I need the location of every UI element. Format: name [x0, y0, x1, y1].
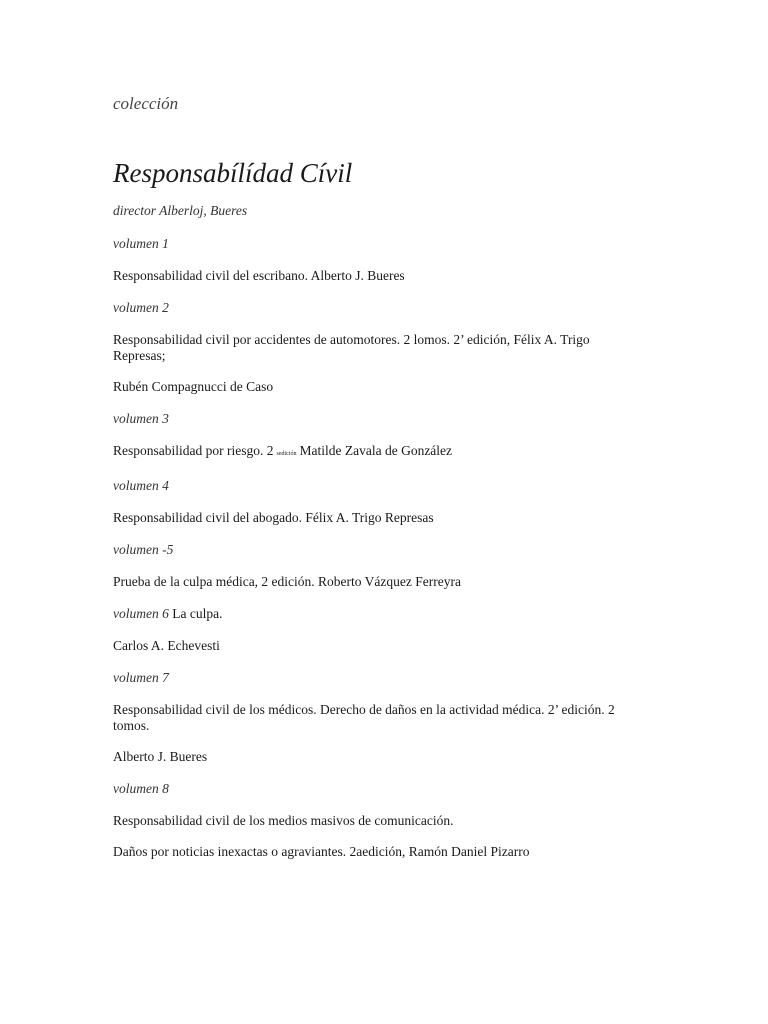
volume-3-tiny-note: sedición: [276, 451, 297, 457]
volume-label-6-line: [113, 605, 628, 623]
volume-3-entry-author: Matilde Zavala de González: [299, 443, 453, 458]
volume-label-4: volumen 4: [113, 478, 169, 493]
volume-5-entry: Prueba de la culpa médica, 2 edición. Roberto Vázquez Ferreyra: [113, 574, 461, 589]
volume-2-author: Rubén Compagnucci de Caso: [113, 379, 274, 394]
volume-label-7: volumen 7: [113, 670, 169, 685]
volume-6-author: Carlos A. Echevesti: [113, 638, 220, 653]
collection-label: colección: [113, 94, 179, 113]
volume-label-8: volumen 8: [113, 781, 169, 796]
series-title: Responsabílídad Cívil: [113, 158, 353, 188]
volume-label-2: volumen 2: [113, 300, 169, 315]
volume-7-author: Alberto J. Bueres: [113, 749, 208, 764]
volume-4-entry: Responsabilidad civil del abogado. Félix A. Trigo Represas: [113, 510, 434, 525]
volume-label-5: volumen -5: [113, 542, 174, 557]
volume-1-entry: Responsabilidad civil del escribano. Alberto J. Bueres: [113, 268, 405, 283]
volume-label-6: volumen 6: [113, 606, 169, 621]
volume-7-entry: Responsabilidad civil de los médicos. Derecho de daños en la actividad médica. 2’ edición. 2 tomos.: [113, 702, 615, 733]
volume-3-entry: [113, 443, 628, 462]
director-line: director Alberloj, Bueres: [113, 203, 248, 218]
volume-label-1: volumen 1: [113, 236, 169, 251]
volume-3-entry-title: Responsabilidad por riesgo. 2: [113, 443, 274, 458]
volume-8-entry: Responsabilidad civil de los medios masivos de comunicación.: [113, 813, 454, 828]
volume-6-title: La culpa.: [172, 606, 223, 621]
volume-2-entry: Responsabilidad civil por accidentes de automotores. 2 lomos. 2’ edición, Félix A. Trigo Represas;: [113, 332, 590, 363]
volume-8-entry-cont: Daños por noticias inexactas o agraviantes. 2aedición, Ramón Daniel Pizarro: [113, 844, 530, 859]
volume-label-3: volumen 3: [113, 411, 169, 426]
